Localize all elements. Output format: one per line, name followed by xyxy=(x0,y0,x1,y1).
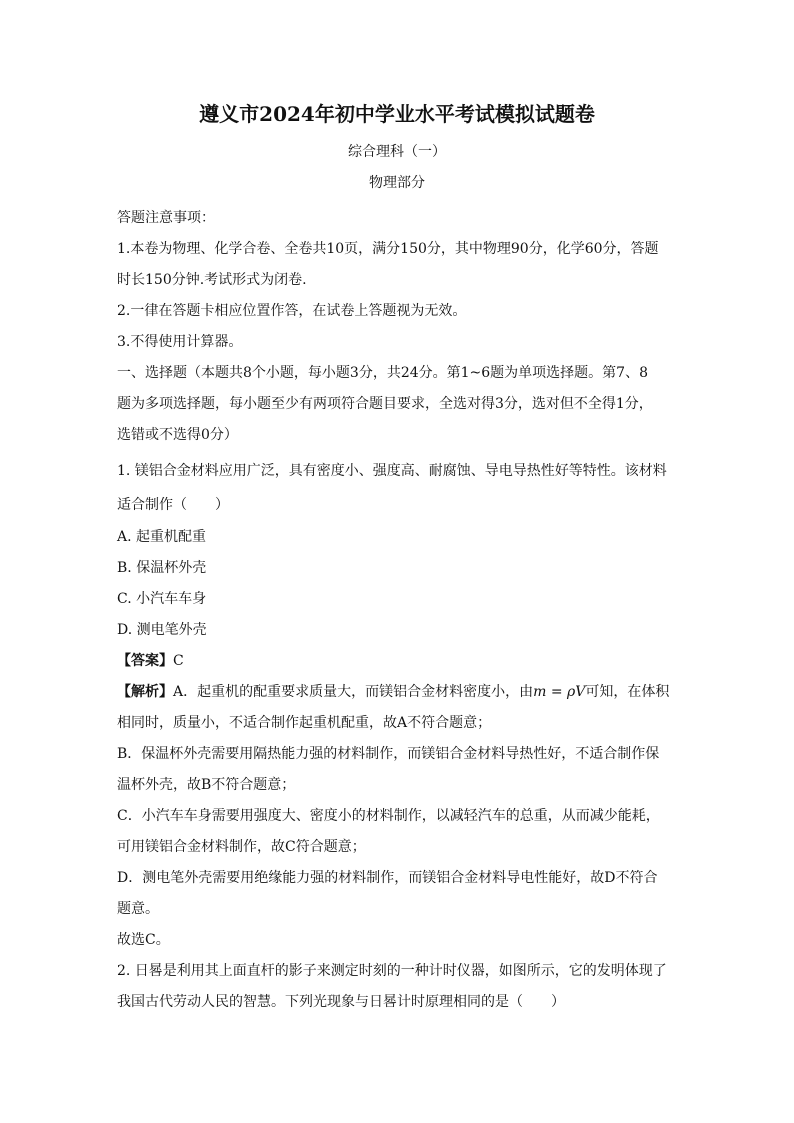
question-1-option-b: B. 保温杯外壳 xyxy=(117,560,207,576)
question-1-analysis-a-line-1 xyxy=(117,677,677,708)
question-1-analysis-a-line-2: 相同时，质量小，不适合制作起重机配重，故A不符合题意； xyxy=(117,715,492,731)
question-1-option-d: D. 测电笔外壳 xyxy=(117,622,207,638)
question-1-option-c: C. 小汽车车身 xyxy=(117,591,207,607)
notes-item-1-line-2: 时长150分钟.考试形式为闭卷. xyxy=(117,272,307,288)
question-1-analysis-d-line-1: D．测电笔外壳需要用绝缘能力强的材料制作，而镁铝合金材料导电性能好，故D不符合 xyxy=(117,870,658,886)
section-heading: 物理部分 xyxy=(369,175,425,191)
page-title: 遵义市2024年初中学业水平考试模拟试题卷 xyxy=(199,102,595,126)
notes-item-1-line-1: 1.本卷为物理、化学合卷、全卷共10页，满分150分，其中物理90分，化学60分，答题 xyxy=(117,241,659,257)
question-1-analysis-c-line-2: 可用镁铝合金材料制作，故C符合题意； xyxy=(117,839,366,855)
question-1-analysis-b-line-1: B．保温杯外壳需要用隔热能力强的材料制作，而镁铝合金材料导热性好，不适合制作保 xyxy=(117,746,660,762)
answer-value: C xyxy=(173,653,184,669)
question-2-stem-line-2: 我国古代劳动人民的智慧。下列光现象与日晷计时原理相同的是（ ） xyxy=(117,994,565,1010)
exam-subtitle: 综合理科（一） xyxy=(348,144,446,160)
answer-label: 【答案】 xyxy=(117,653,173,669)
exam-page xyxy=(117,100,677,1018)
notes-item-2: 2.一律在答题卡相应位置作答，在试卷上答题视为无效。 xyxy=(117,303,467,319)
question-1-analysis-d-line-2: 题意。 xyxy=(117,901,159,917)
notes-item-3: 3.不得使用计算器。 xyxy=(117,334,243,350)
question-2-stem-line-1: 2. 日晷是利用其上面直杆的影子来测定时刻的一种计时仪器，如图所示，它的发明体现了 xyxy=(117,963,667,979)
question-1-analysis-b-line-2: 温杯外壳，故B不符合题意； xyxy=(117,777,296,793)
part1-instructions-line-3: 选错或不选得0分） xyxy=(117,427,238,443)
analysis-label: 【解析】 xyxy=(117,684,173,700)
question-1-stem-line-1: 1. 镁铝合金材料应用广泛，具有密度小、强度高、耐腐蚀、导电导热性好等特性。该材料 xyxy=(117,463,667,479)
question-1-analysis-c-line-1: C．小汽车车身需要用强度大、密度小的材料制作，以减轻汽车的总重，从而减少能耗， xyxy=(117,808,660,824)
analysis-a-text-post: 可知，在体积 xyxy=(585,684,670,700)
analysis-a-text-pre: A．起重机的配重要求质量大，而镁铝合金材料密度小，由 xyxy=(173,684,534,700)
question-1-stem-line-2: 适合制作（ ） xyxy=(117,497,229,513)
question-1-answer xyxy=(117,646,677,677)
density-formula: m = ρV xyxy=(533,684,586,700)
question-1-option-a: A. 起重机配重 xyxy=(117,529,207,545)
part1-instructions-line-1: 一、选择题（本题共8个小题，每小题3分，共24分。第1~6题为单项选择题。第7、8 xyxy=(117,365,648,381)
question-1-conclusion: 故选C。 xyxy=(117,932,170,948)
part1-instructions-line-2: 题为多项选择题，每小题至少有两项符合题目要求，全选对得3分，选对但不全得1分， xyxy=(117,396,653,412)
notes-heading: 答题注意事项： xyxy=(117,210,215,226)
